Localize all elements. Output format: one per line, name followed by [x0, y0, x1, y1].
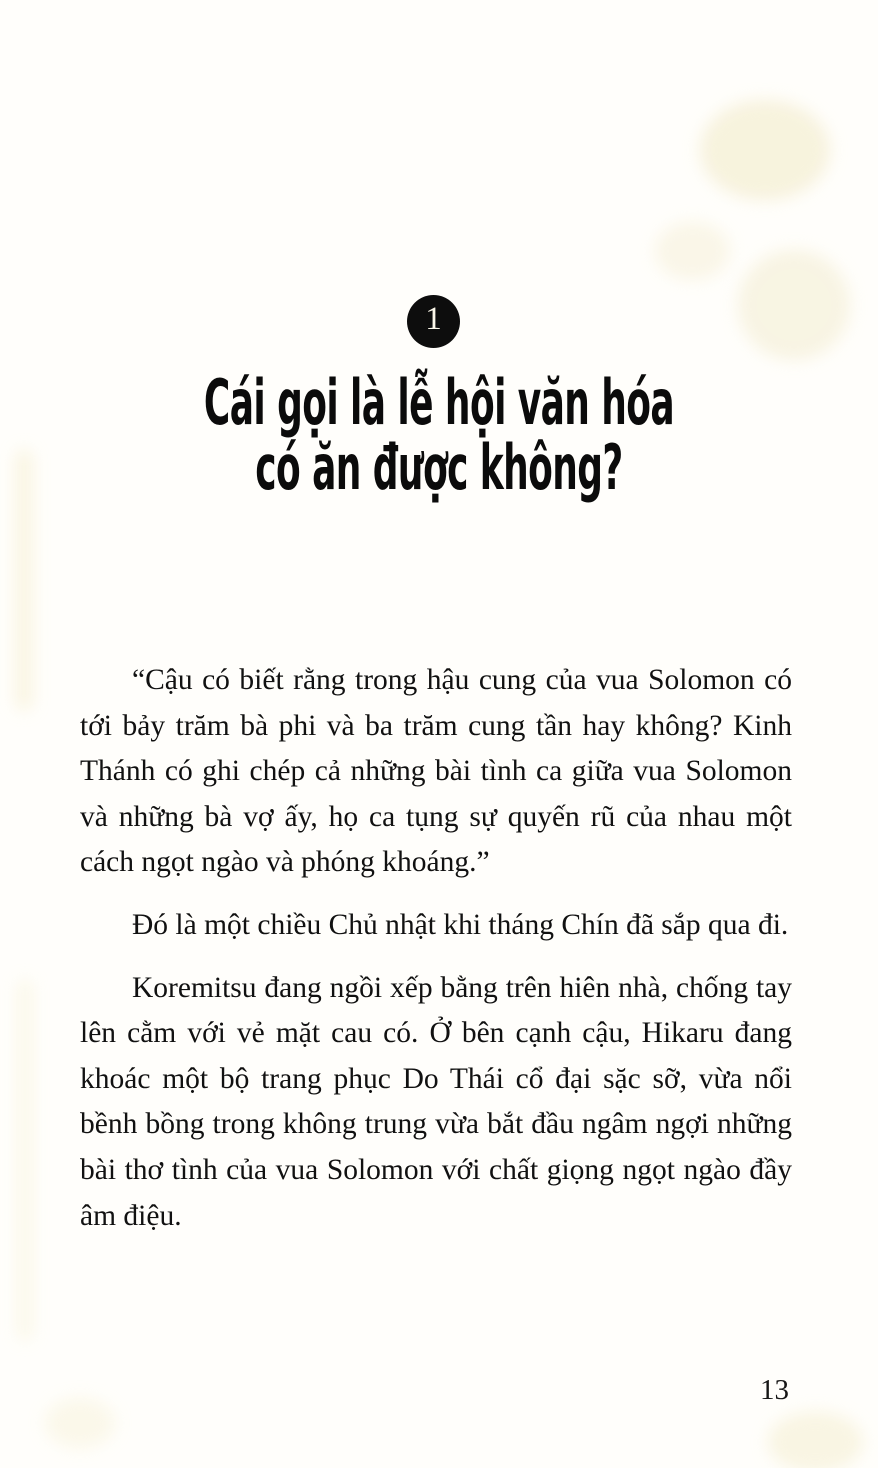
chapter-title-line-2: có ăn được không?	[255, 431, 623, 504]
scan-smudge	[655, 222, 730, 280]
scan-smudge	[768, 1412, 863, 1468]
chapter-title-line-1: Cái gọi là lễ hội văn hóa	[203, 366, 675, 439]
chapter-number-badge	[407, 295, 460, 348]
scan-smudge	[738, 250, 850, 360]
scan-smudge	[45, 1398, 115, 1448]
body-text	[80, 658, 792, 1256]
chapter-title	[0, 366, 878, 504]
page-number: 13	[760, 1374, 789, 1406]
chapter-number: 1	[425, 301, 442, 337]
scan-smudge	[18, 980, 32, 1340]
paragraph: Đó là một chiều Chủ nhật khi tháng Chín đã sắp qua đi.	[132, 908, 789, 941]
paragraph: Koremitsu đang ngồi xếp bằng trên hiên nhà, chống tay lên cằm với vẻ mặt cau có. Ở bên cạnh cậu, Hikaru đang khoác một bộ trang phục Do Thái cổ đại sặc sỡ, vừa nổi bềnh bồng trong không trung vừa bắt đầu ngâm ngợi những bài thơ tình của vua Solomon với chất giọng ngọt ngào đầy âm điệu.	[80, 971, 792, 1232]
paragraph: “Cậu có biết rằng trong hậu cung của vua Solomon có tới bảy trăm bà phi và ba trăm cung tần hay không? Kinh Thánh có ghi chép cả những bài tình ca giữa vua Solomon và những bà vợ ấy, họ ca tụng sự quyến rũ của nhau một cách ngọt ngào và phóng khoáng.”	[80, 664, 792, 879]
scan-smudge	[700, 100, 830, 200]
